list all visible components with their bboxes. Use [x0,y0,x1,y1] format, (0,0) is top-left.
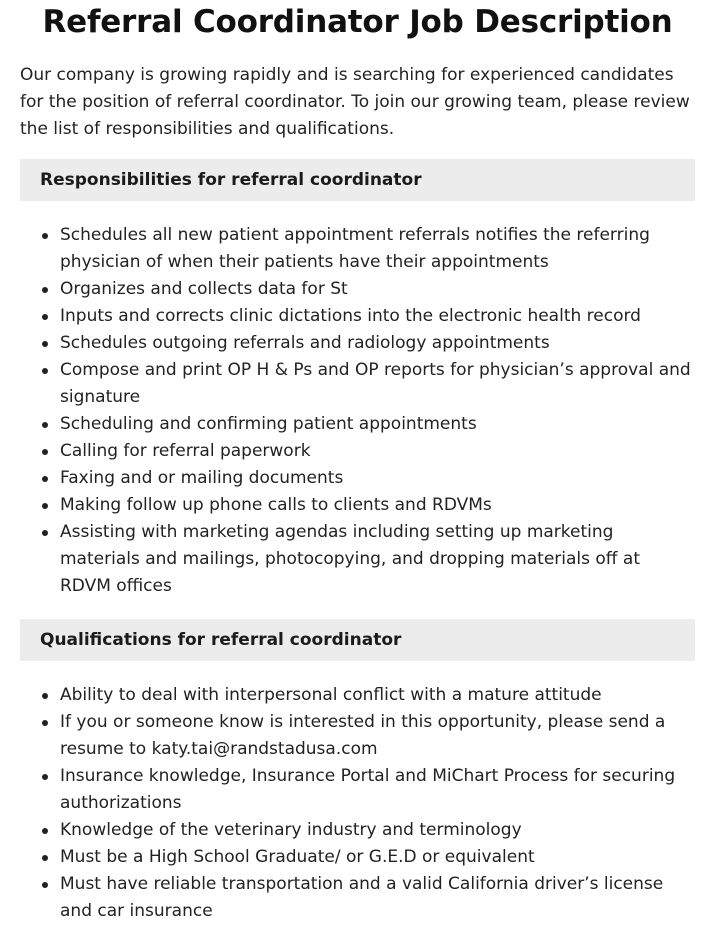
intro-paragraph: Our company is growing rapidly and is searching for experienced candidates for the position of referral coordinator. To join our growing team, please review the list of responsibilities and qualifications. [20,65,690,139]
responsibilities-heading: Responsibilities for referral coordinator [20,159,695,201]
responsibilities-list [20,222,695,600]
list-item: Must have reliable transportation and a valid California driver’s license and car insurance [20,871,695,925]
list-item: Inputs and corrects clinic dictations into the electronic health record [20,303,695,330]
list-item: Calling for referral paperwork [20,438,695,465]
list-item: Must be a High School Graduate/ or G.E.D or equivalent [20,844,695,871]
list-item: Knowledge of the veterinary industry and terminology [20,817,695,844]
list-item: Compose and print OP H & Ps and OP reports for physician’s approval and signature [20,357,695,411]
list-item: Insurance knowledge, Insurance Portal and MiChart Process for securing authorizations [20,763,695,817]
list-item: Scheduling and confirming patient appointments [20,411,695,438]
list-item: Organizes and collects data for St [20,276,695,303]
list-item: If you or someone know is interested in this opportunity, please send a resume to katy.tai@randstadusa.com [20,709,695,763]
list-item: Assisting with marketing agendas including setting up marketing materials and mailings, photocopying, and dropping materials off at RDVM offices [20,519,695,600]
qualifications-list [20,682,695,925]
qualifications-heading: Qualifications for referral coordinator [20,619,695,661]
list-item: Schedules all new patient appointment referrals notifies the referring physician of when their patients have their appointments [20,222,695,276]
page-title: Referral Coordinator Job Description [42,4,673,40]
list-item: Making follow up phone calls to clients and RDVMs [20,492,695,519]
list-item: Ability to deal with interpersonal conflict with a mature attitude [20,682,695,709]
list-item: Faxing and or mailing documents [20,465,695,492]
list-item: Schedules outgoing referrals and radiology appointments [20,330,695,357]
